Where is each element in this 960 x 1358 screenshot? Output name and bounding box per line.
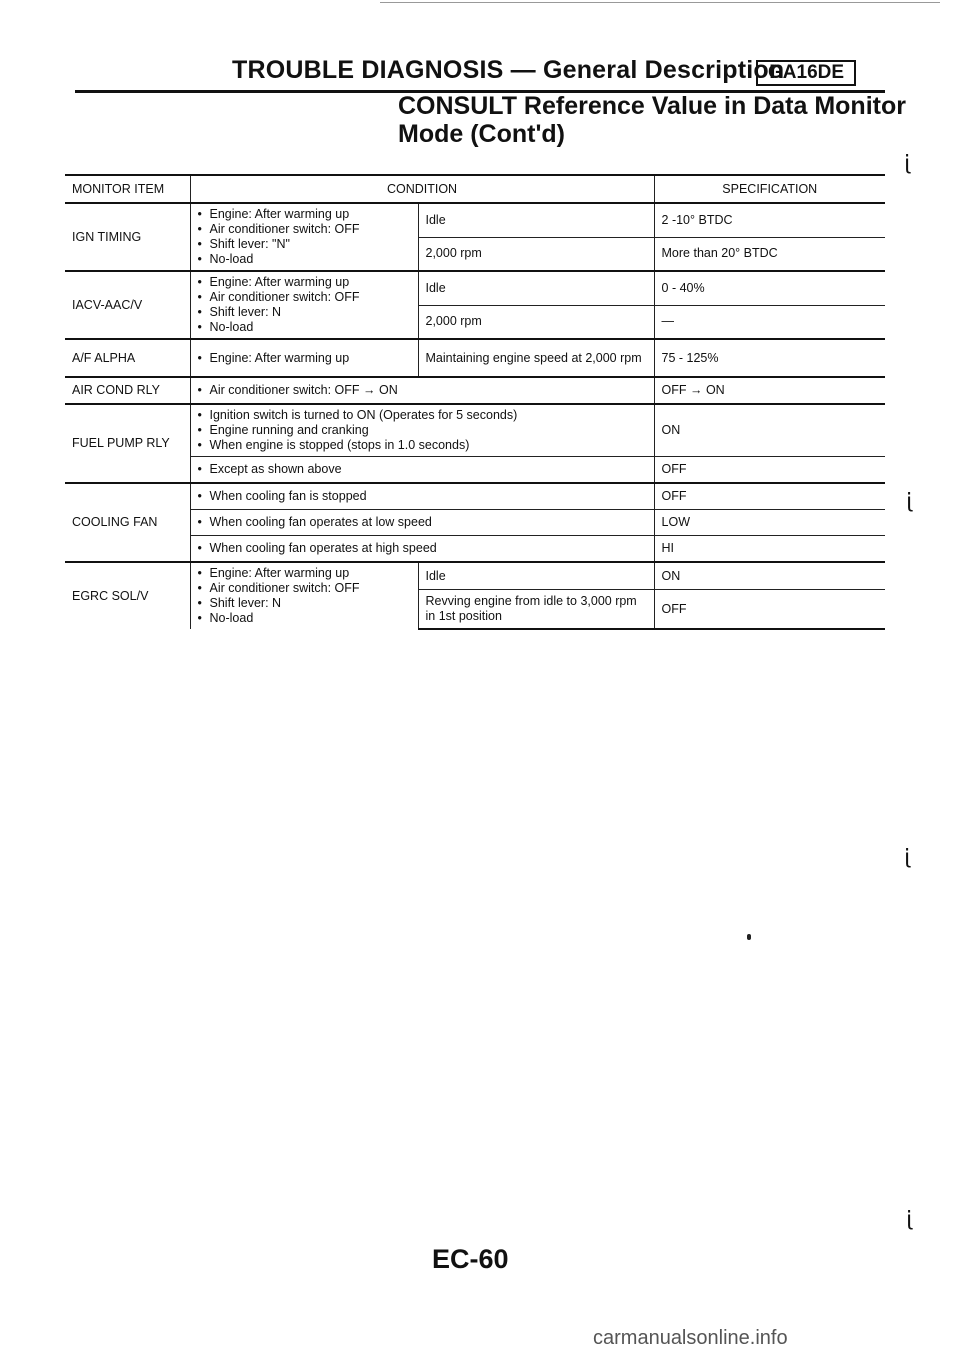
sub-condition-cell: Idle	[418, 562, 654, 590]
condition-bullet: • Engine: After warming up	[198, 566, 411, 581]
monitor-item-iacv: IACV-AAC/V	[65, 271, 190, 339]
specification-cell: 0 - 40%	[654, 271, 885, 305]
condition-bullet: • No-load	[198, 252, 411, 267]
specification-cell: ON	[654, 562, 885, 590]
sub-condition-cell: Revving engine from idle to 3,000 rpm in 1st position	[418, 590, 654, 630]
specification-cell: LOW	[654, 510, 885, 536]
condition-bullet: • When cooling fan operates at low speed	[198, 515, 647, 530]
table-row	[65, 483, 885, 510]
specification-cell: ON	[654, 404, 885, 457]
condition-bullet: • Air conditioner switch: OFF	[198, 222, 411, 237]
condition-bullet: • Shift lever: "N"	[198, 237, 411, 252]
page-number: EC-60	[432, 1244, 509, 1274]
monitor-item-cooling-fan: COOLING FAN	[65, 483, 190, 562]
specification-cell: OFF	[654, 483, 885, 510]
reference-value-table	[65, 174, 885, 630]
table-row	[65, 562, 885, 590]
condition-bullet: • Air conditioner switch: OFF	[198, 290, 411, 305]
section-title: TROUBLE DIAGNOSIS — General Description	[232, 56, 785, 84]
condition-bullet: • No-load	[198, 611, 411, 626]
condition-cell	[190, 457, 654, 484]
condition-bullet: • Air conditioner switch: OFF → ON	[198, 383, 647, 398]
binder-mark-icon: ⱼ	[906, 475, 913, 516]
sub-condition-cell: Idle	[418, 203, 654, 237]
binder-mark-icon: ⱼ	[904, 831, 911, 872]
speck-mark	[747, 934, 751, 940]
condition-bullet: • When cooling fan operates at high speed	[198, 541, 647, 556]
col-header-specification: SPECIFICATION	[654, 175, 885, 203]
condition-bullet: • Air conditioner switch: OFF	[198, 581, 411, 596]
specification-cell: 2 -10° BTDC	[654, 203, 885, 237]
condition-bullet: • When cooling fan is stopped	[198, 489, 647, 504]
condition-cell	[190, 339, 418, 377]
table-row	[65, 404, 885, 457]
sub-condition-cell: 2,000 rpm	[418, 305, 654, 339]
condition-bullet: • Engine: After warming up	[198, 275, 411, 290]
table-header-row	[65, 175, 885, 203]
specification-cell: HI	[654, 536, 885, 563]
specification-cell: —	[654, 305, 885, 339]
table-row	[65, 271, 885, 305]
table-row	[65, 203, 885, 237]
watermark: carmanualsonline.info	[593, 1327, 788, 1349]
table-row	[65, 339, 885, 377]
condition-bullet: • Engine running and cranking	[198, 423, 647, 438]
condition-cell	[190, 203, 418, 271]
condition-bullet: • When engine is stopped (stops in 1.0 seconds)	[198, 438, 647, 453]
specification-cell: OFF	[654, 590, 885, 630]
condition-bullet: • Shift lever: N	[198, 596, 411, 611]
subtitle-line-2: Mode (Cont'd)	[398, 120, 566, 148]
condition-cell	[190, 483, 654, 510]
specification-cell: 75 - 125%	[654, 339, 885, 377]
top-edge-rule	[380, 2, 940, 3]
monitor-item-af-alpha: A/F ALPHA	[65, 339, 190, 377]
condition-cell	[190, 404, 654, 457]
sub-condition-cell: Maintaining engine speed at 2,000 rpm	[418, 339, 654, 377]
monitor-item-egrc-solv: EGRC SOL/V	[65, 562, 190, 629]
specification-cell: OFF → ON	[654, 377, 885, 404]
condition-bullet: • Engine: After warming up	[198, 351, 411, 366]
engine-code-badge: GA16DE	[756, 60, 856, 86]
condition-bullet: • Except as shown above	[198, 462, 647, 477]
condition-cell	[190, 271, 418, 339]
condition-bullet: • No-load	[198, 320, 411, 335]
condition-cell	[190, 510, 654, 536]
condition-cell	[190, 377, 654, 404]
monitor-item-ign-timing: IGN TIMING	[65, 203, 190, 271]
subtitle-line-1: CONSULT Reference Value in Data Monitor	[398, 92, 906, 120]
table-row	[65, 377, 885, 404]
condition-cell	[190, 562, 418, 629]
condition-bullet: • Shift lever: N	[198, 305, 411, 320]
specification-cell: More than 20° BTDC	[654, 237, 885, 271]
sub-condition-cell: Idle	[418, 271, 654, 305]
condition-bullet: • Ignition switch is turned to ON (Operates for 5 seconds)	[198, 408, 647, 423]
monitor-item-fuel-pump-rly: FUEL PUMP RLY	[65, 404, 190, 483]
sub-condition-cell: 2,000 rpm	[418, 237, 654, 271]
col-header-condition: CONDITION	[190, 175, 654, 203]
binder-mark-icon: ⱼ	[904, 137, 911, 178]
col-header-monitor-item: MONITOR ITEM	[65, 175, 190, 203]
page-subtitle	[398, 92, 906, 148]
binder-mark-icon: ⱼ	[906, 1193, 913, 1234]
monitor-item-air-cond-rly: AIR COND RLY	[65, 377, 190, 404]
condition-bullet: • Engine: After warming up	[198, 207, 411, 222]
condition-cell	[190, 536, 654, 563]
specification-cell: OFF	[654, 457, 885, 484]
